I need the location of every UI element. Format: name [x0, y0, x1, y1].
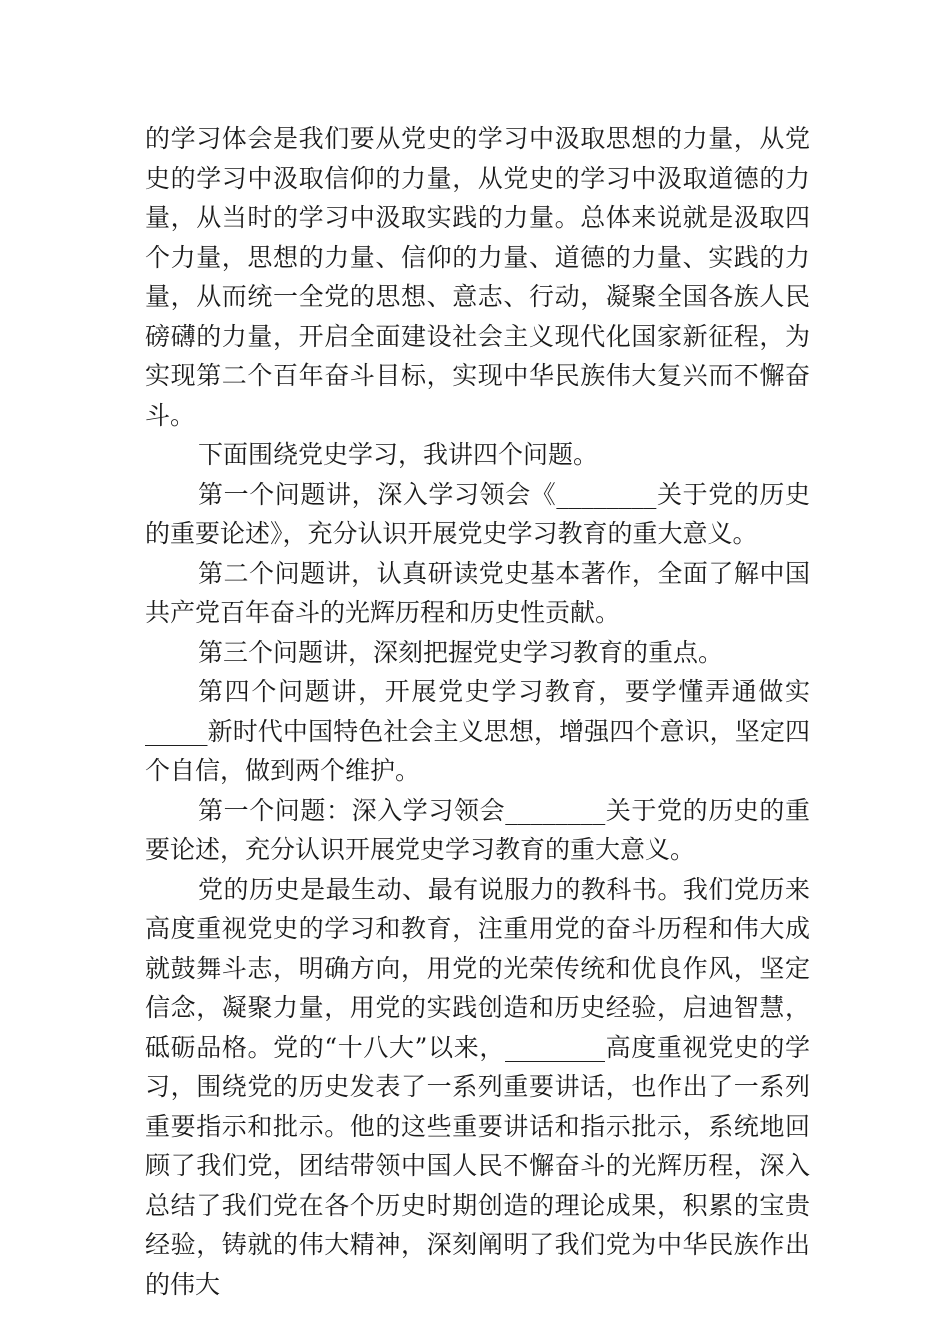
paragraph-question-four: 第四个问题讲，开展党史学习教育，要学懂弄通做实_____新时代中国特色社会主义思想，增强四个意识，坚定四个自信，做到两个维护。	[145, 677, 810, 785]
paragraph-party-history: 党的历史是最生动、最有说服力的教科书。我们党历来高度重视党史的学习和教育，注重用党的奋斗历程和伟大成就鼓舞斗志，明确方向，用党的光荣传统和优良作风，坚定信念，凝聚力量，用党的实践创造和历史经验，启迪智慧，砥砺品格。党的“十八大”以来，________高度重视党史的学习，围绕党的历史发表了一系列重要讲话，也作出了一系列重要指示和批示。他的这些重要讲话和指示批示，系统地回顾了我们党，团结带领中国人民不懈奋斗的光辉历程，深入总结了我们党在各个历史时期创造的理论成果，积累的宝贵经验，铸就的伟大精神，深刻阐明了我们党为中华民族作出的伟大	[145, 874, 810, 1299]
section-heading-question-one: 第一个问题：深入学习领会________关于党的历史的重要论述，充分认识开展党史学习教育的重大意义。	[145, 795, 810, 864]
paragraph-question-three: 第三个问题讲，深刻把握党史学习教育的重点。	[198, 637, 724, 667]
paragraph-continuation: 的学习体会是我们要从党史的学习中汲取思想的力量，从党史的学习中汲取信仰的力量，从党史的学习中汲取道德的力量，从当时的学习中汲取实践的力量。总体来说就是汲取四个力量，思想的力量、信仰的力量、道德的力量、实践的力量，从而统一全党的思想、意志、行动，凝聚全国各族人民磅礴的力量，开启全面建设社会主义现代化国家新征程，为实现第二个百年奋斗目标，实现中华民族伟大复兴而不懈奋斗。	[145, 124, 810, 430]
document-body	[145, 119, 810, 1304]
paragraph-intro-four-questions: 下面围绕党史学习，我讲四个问题。	[198, 440, 599, 469]
paragraph-question-one: 第一个问题讲，深入学习领会《________关于党的历史的重要论述》，充分认识开展党史学习教育的重大意义。	[145, 479, 810, 548]
paragraph-question-two: 第二个问题讲，认真研读党史基本著作，全面了解中国共产党百年奋斗的光辉历程和历史性贡献。	[145, 558, 810, 627]
